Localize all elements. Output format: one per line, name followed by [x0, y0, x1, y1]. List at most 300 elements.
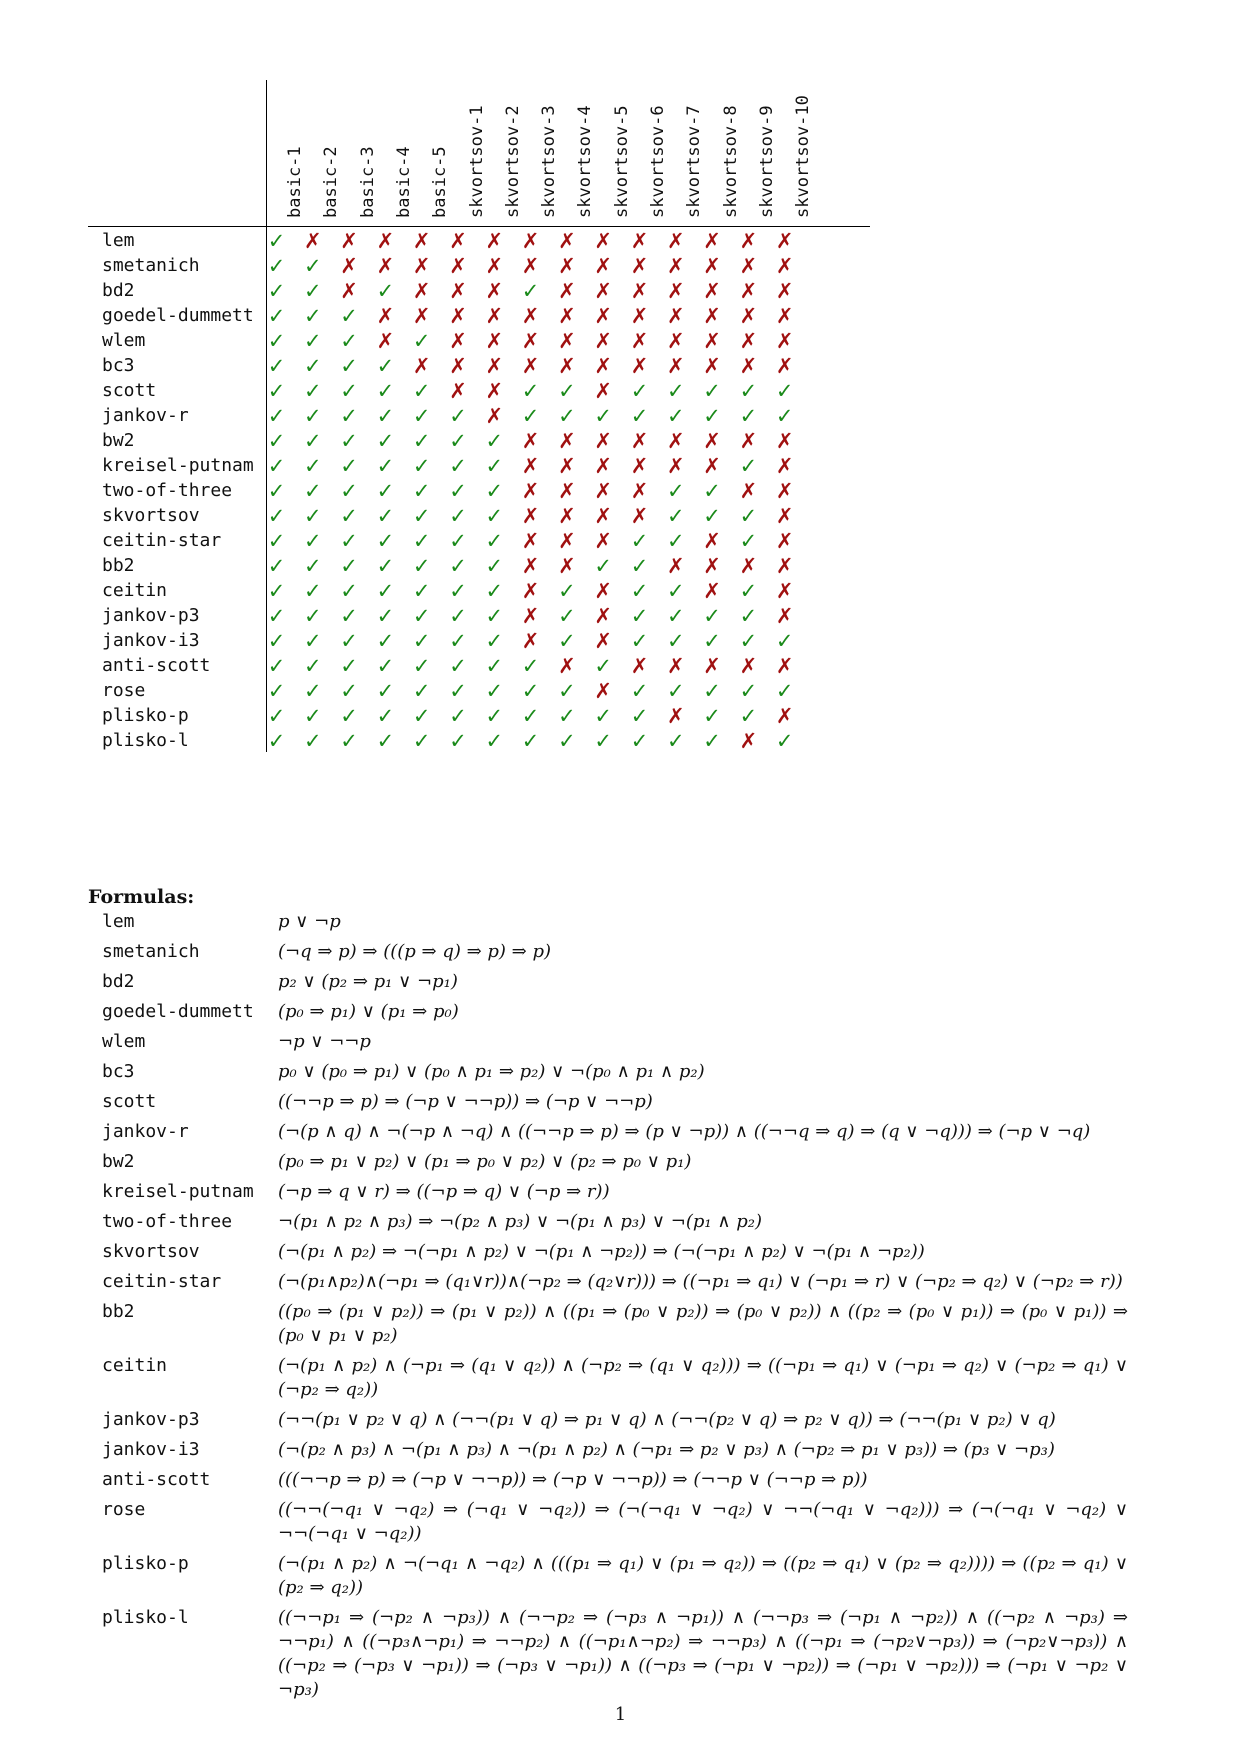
- check-mark-icon: ✓: [666, 504, 685, 528]
- cross-mark-icon: ✗: [594, 254, 612, 278]
- cross-mark-icon: ✗: [594, 429, 612, 453]
- check-mark-icon: ✓: [376, 629, 395, 653]
- cross-mark-icon: ✗: [666, 254, 685, 278]
- cross-mark-icon: ✗: [630, 354, 649, 378]
- formula-text: ((¬¬p ⇒ p) ⇒ (¬p ∨ ¬¬p)) ⇒ (¬p ∨ ¬¬p): [278, 1091, 653, 1112]
- cross-mark-icon: ✗: [703, 454, 721, 478]
- check-mark-icon: ✓: [630, 729, 649, 753]
- formula-name: jankov-r: [102, 1121, 189, 1142]
- vertical-rule: [266, 80, 267, 752]
- cross-mark-icon: ✗: [558, 654, 576, 678]
- column-header-label: skvortsov-10: [793, 95, 814, 218]
- formula-name: goedel-dummett: [102, 1001, 254, 1022]
- check-mark-icon: ✓: [485, 604, 504, 628]
- cross-mark-icon: ✗: [703, 229, 721, 253]
- check-mark-icon: ✓: [521, 679, 540, 703]
- row-label: skvortsov: [102, 505, 200, 526]
- check-mark-icon: ✓: [558, 379, 576, 403]
- check-mark-icon: ✓: [412, 429, 431, 453]
- cross-mark-icon: ✗: [412, 279, 431, 303]
- cross-mark-icon: ✗: [412, 229, 431, 253]
- cross-mark-icon: ✗: [485, 304, 504, 328]
- cross-mark-icon: ✗: [739, 229, 758, 253]
- check-mark-icon: ✓: [775, 729, 794, 753]
- check-mark-icon: ✓: [267, 529, 286, 553]
- formula-name: skvortsov: [102, 1241, 200, 1262]
- check-mark-icon: ✓: [267, 629, 286, 653]
- check-mark-icon: ✓: [558, 729, 576, 753]
- cross-mark-icon: ✗: [594, 329, 612, 353]
- formula-text: (¬(p₂ ∧ p₃) ∧ ¬(p₁ ∧ p₃) ∧ ¬(p₁ ∧ p₂) ∧ (¬p₁ ⇒ p₂ ∨ p₃) ∧ (¬p₂ ⇒ p₁ ∨ p₃)) ⇒ (p₃ ∨ ¬p₃): [278, 1439, 1055, 1460]
- check-mark-icon: ✓: [376, 679, 395, 703]
- check-mark-icon: ✓: [267, 579, 286, 603]
- row-label: rose: [102, 680, 146, 701]
- cross-mark-icon: ✗: [775, 554, 794, 578]
- cross-mark-icon: ✗: [558, 454, 576, 478]
- check-mark-icon: ✓: [703, 404, 721, 428]
- check-mark-icon: ✓: [703, 504, 721, 528]
- check-mark-icon: ✓: [267, 379, 286, 403]
- check-mark-icon: ✓: [340, 454, 358, 478]
- check-mark-icon: ✓: [521, 729, 540, 753]
- check-mark-icon: ✓: [775, 379, 794, 403]
- check-mark-icon: ✓: [666, 479, 685, 503]
- cross-mark-icon: ✗: [521, 629, 540, 653]
- formula-row: [88, 970, 1128, 994]
- check-mark-icon: ✓: [376, 729, 395, 753]
- cross-mark-icon: ✗: [594, 629, 612, 653]
- check-mark-icon: ✓: [303, 629, 322, 653]
- cross-mark-icon: ✗: [703, 279, 721, 303]
- check-mark-icon: ✓: [449, 504, 467, 528]
- check-mark-icon: ✓: [521, 279, 540, 303]
- formula-name: kreisel-putnam: [102, 1181, 254, 1202]
- cross-mark-icon: ✗: [521, 479, 540, 503]
- cross-mark-icon: ✗: [703, 304, 721, 328]
- cross-mark-icon: ✗: [521, 254, 540, 278]
- check-mark-icon: ✓: [303, 279, 322, 303]
- column-header: [672, 80, 713, 226]
- cross-mark-icon: ✗: [703, 329, 721, 353]
- formula-row: [88, 1468, 1128, 1492]
- cross-mark-icon: ✗: [666, 554, 685, 578]
- check-mark-icon: ✓: [340, 304, 358, 328]
- cross-mark-icon: ✗: [630, 254, 649, 278]
- check-mark-icon: ✓: [267, 404, 286, 428]
- check-mark-icon: ✓: [376, 654, 395, 678]
- check-mark-icon: ✓: [340, 504, 358, 528]
- cross-mark-icon: ✗: [775, 279, 794, 303]
- cross-mark-icon: ✗: [775, 229, 794, 253]
- check-mark-icon: ✓: [340, 479, 358, 503]
- formula-name: jankov-p3: [102, 1409, 200, 1430]
- check-mark-icon: ✓: [412, 729, 431, 753]
- check-mark-icon: ✓: [485, 679, 504, 703]
- check-mark-icon: ✓: [267, 729, 286, 753]
- cross-mark-icon: ✗: [485, 354, 504, 378]
- row-label: plisko-l: [102, 730, 189, 751]
- formula-row: [88, 1240, 1128, 1264]
- cross-mark-icon: ✗: [449, 329, 467, 353]
- cross-mark-icon: ✗: [594, 604, 612, 628]
- cross-mark-icon: ✗: [412, 254, 431, 278]
- formula-text: ¬p ∨ ¬¬p: [278, 1031, 371, 1052]
- cross-mark-icon: ✗: [775, 704, 794, 728]
- cross-mark-icon: ✗: [376, 254, 395, 278]
- check-mark-icon: ✓: [775, 679, 794, 703]
- formula-text: (((¬¬p ⇒ p) ⇒ (¬p ∨ ¬¬p)) ⇒ (¬p ∨ ¬¬p)) ⇒ (¬¬p ∨ (¬¬p ⇒ p)): [278, 1469, 868, 1490]
- check-mark-icon: ✓: [630, 579, 649, 603]
- column-header: [273, 80, 314, 226]
- check-mark-icon: ✓: [340, 554, 358, 578]
- page-number: 1: [614, 1704, 627, 1725]
- column-header: [455, 80, 496, 226]
- check-mark-icon: ✓: [630, 529, 649, 553]
- check-mark-icon: ✓: [485, 704, 504, 728]
- check-mark-icon: ✓: [340, 354, 358, 378]
- cross-mark-icon: ✗: [485, 254, 504, 278]
- cross-mark-icon: ✗: [521, 579, 540, 603]
- cross-mark-icon: ✗: [485, 404, 504, 428]
- cross-mark-icon: ✗: [703, 254, 721, 278]
- formulas-heading: Formulas:: [88, 886, 195, 908]
- check-mark-icon: ✓: [376, 279, 395, 303]
- check-mark-icon: ✓: [449, 604, 467, 628]
- check-mark-icon: ✓: [267, 429, 286, 453]
- row-label: smetanich: [102, 255, 200, 276]
- row-label: ceitin: [102, 580, 168, 601]
- check-mark-icon: ✓: [594, 404, 612, 428]
- row-label: goedel-dummett: [102, 305, 254, 326]
- cross-mark-icon: ✗: [485, 279, 504, 303]
- check-mark-icon: ✓: [303, 304, 322, 328]
- cross-mark-icon: ✗: [739, 654, 758, 678]
- cross-mark-icon: ✗: [666, 654, 685, 678]
- check-mark-icon: ✓: [267, 679, 286, 703]
- cross-mark-icon: ✗: [558, 504, 576, 528]
- column-header-label: skvortsov-6: [648, 105, 668, 218]
- cross-mark-icon: ✗: [775, 504, 794, 528]
- check-mark-icon: ✓: [303, 354, 322, 378]
- cross-mark-icon: ✗: [775, 454, 794, 478]
- formula-name: bc3: [102, 1061, 135, 1082]
- check-mark-icon: ✓: [303, 654, 322, 678]
- check-mark-icon: ✓: [449, 729, 467, 753]
- check-mark-icon: ✓: [558, 704, 576, 728]
- check-mark-icon: ✓: [303, 404, 322, 428]
- check-mark-icon: ✓: [449, 529, 467, 553]
- formula-name: scott: [102, 1091, 157, 1112]
- cross-mark-icon: ✗: [666, 329, 685, 353]
- cross-mark-icon: ✗: [521, 529, 540, 553]
- cross-mark-icon: ✗: [666, 279, 685, 303]
- check-mark-icon: ✓: [666, 629, 685, 653]
- formula-name: smetanich: [102, 941, 200, 962]
- column-header-label: basic-4: [393, 146, 414, 218]
- cross-mark-icon: ✗: [558, 429, 576, 453]
- check-mark-icon: ✓: [267, 604, 286, 628]
- check-mark-icon: ✓: [521, 654, 540, 678]
- formula-text: (¬¬(p₁ ∨ p₂ ∨ q) ∧ (¬¬(p₁ ∨ q) ⇒ p₁ ∨ q) ∧ (¬¬(p₂ ∨ q) ⇒ p₂ ∨ q)) ⇒ (¬¬(p₁ ∨ p₂) ∨ q): [278, 1409, 1056, 1430]
- check-mark-icon: ✓: [449, 579, 467, 603]
- formula-text: ((¬¬p₁ ⇒ (¬p₂ ∧ ¬p₃)) ∧ (¬¬p₂ ⇒ (¬p₃ ∧ ¬p₁)) ∧ (¬¬p₃ ⇒ (¬p₁ ∧ ¬p₂)) ∧ ((¬p₂ ∧ ¬p₃) ⇒ ¬¬p₁) ∧ ((¬p₃∧¬p₁) ⇒ ¬¬p₂) ∧ ((¬p₁∧¬p₂) ⇒ ¬¬p₃) ∧ ((¬p₁ ⇒ (¬p₂∨¬p₃)) ⇒ (¬p₂∨¬p₃)) ∧ ((¬p₂ ⇒ (¬p₃ ∨ ¬p₁)) ⇒ (¬p₃ ∨ ¬p₁)) ∧ ((¬p₃ ⇒ (¬p₁ ∨ ¬p₂)) ⇒ (¬p₁ ∨ ¬p₂))) ⇒ (¬p₁ ∨ ¬p₂ ∨ ¬p₃): [278, 1607, 1128, 1700]
- cross-mark-icon: ✗: [558, 529, 576, 553]
- check-mark-icon: ✓: [449, 679, 467, 703]
- check-mark-icon: ✓: [412, 629, 431, 653]
- check-mark-icon: ✓: [267, 504, 286, 528]
- formula-text: ((¬¬(¬q₁ ∨ ¬q₂) ⇒ (¬q₁ ∨ ¬q₂)) ⇒ (¬(¬q₁ ∨ ¬q₂) ∨ ¬¬(¬q₁ ∨ ¬q₂))) ⇒ (¬(¬q₁ ∨ ¬q₂) ∨ ¬¬(¬q₁ ∨ ¬q₂)): [278, 1499, 1128, 1544]
- cross-mark-icon: ✗: [594, 279, 612, 303]
- cross-mark-icon: ✗: [666, 304, 685, 328]
- cross-mark-icon: ✗: [558, 254, 576, 278]
- check-mark-icon: ✓: [703, 729, 721, 753]
- column-header-label: skvortsov-2: [502, 105, 523, 218]
- check-mark-icon: ✓: [412, 654, 431, 678]
- column-header-label: skvortsov-4: [575, 105, 596, 218]
- check-mark-icon: ✓: [449, 654, 467, 678]
- cross-mark-icon: ✗: [775, 479, 794, 503]
- cross-mark-icon: ✗: [775, 254, 794, 278]
- cross-mark-icon: ✗: [775, 529, 794, 553]
- check-mark-icon: ✓: [412, 504, 431, 528]
- cross-mark-icon: ✗: [521, 504, 540, 528]
- formula-name: wlem: [102, 1031, 146, 1052]
- check-mark-icon: ✓: [267, 229, 286, 253]
- check-mark-icon: ✓: [485, 454, 504, 478]
- formula-row: [88, 1408, 1128, 1432]
- check-mark-icon: ✓: [630, 554, 649, 578]
- check-mark-icon: ✓: [485, 429, 504, 453]
- check-mark-icon: ✓: [521, 404, 540, 428]
- formula-name: bw2: [102, 1151, 135, 1172]
- cross-mark-icon: ✗: [485, 329, 504, 353]
- check-mark-icon: ✓: [630, 629, 649, 653]
- check-mark-icon: ✓: [666, 529, 685, 553]
- row-label: jankov-i3: [102, 630, 200, 651]
- column-header: [563, 80, 604, 226]
- check-mark-icon: ✓: [485, 529, 504, 553]
- column-header: [745, 80, 786, 226]
- formula-text: p₂ ∨ (p₂ ⇒ p₁ ∨ ¬p₁): [278, 971, 458, 992]
- column-header-label: basic-2: [321, 146, 342, 218]
- formula-row: [88, 1060, 1128, 1084]
- cross-mark-icon: ✗: [739, 279, 758, 303]
- check-mark-icon: ✓: [340, 629, 358, 653]
- formula-row: [88, 910, 1128, 934]
- cross-mark-icon: ✗: [521, 454, 540, 478]
- formula-row: [88, 1030, 1128, 1054]
- formula-text: (¬(p₁ ∧ p₂) ∧ (¬p₁ ⇒ (q₁ ∨ q₂)) ∧ (¬p₂ ⇒ (q₁ ∨ q₂))) ⇒ ((¬p₁ ⇒ q₁) ∨ (¬p₁ ⇒ q₂) ∨ (¬p₂ ⇒ q₁) ∨ (¬p₂ ⇒ q₂)): [278, 1355, 1128, 1400]
- cross-mark-icon: ✗: [449, 379, 467, 403]
- formula-row: [88, 1180, 1128, 1204]
- check-mark-icon: ✓: [558, 404, 576, 428]
- cross-mark-icon: ✗: [703, 579, 721, 603]
- formula-text: (p₀ ⇒ p₁) ∨ (p₁ ⇒ p₀): [278, 1001, 459, 1022]
- formula-name: bd2: [102, 971, 135, 992]
- check-mark-icon: ✓: [485, 629, 504, 653]
- check-mark-icon: ✓: [303, 429, 322, 453]
- cross-mark-icon: ✗: [376, 329, 395, 353]
- check-mark-icon: ✓: [340, 579, 358, 603]
- check-mark-icon: ✓: [267, 704, 286, 728]
- cross-mark-icon: ✗: [340, 254, 358, 278]
- formula-text: ((p₀ ⇒ (p₁ ∨ p₂)) ⇒ (p₁ ∨ p₂)) ∧ ((p₁ ⇒ (p₀ ∨ p₂)) ⇒ (p₀ ∨ p₂)) ∧ ((p₂ ⇒ (p₀ ∨ p₁)) ⇒ (p₀ ∨ p₁)) ⇒ (p₀ ∨ p₁ ∨ p₂): [278, 1301, 1128, 1346]
- cross-mark-icon: ✗: [739, 729, 758, 753]
- check-mark-icon: ✓: [340, 654, 358, 678]
- row-label: anti-scott: [102, 655, 211, 676]
- check-mark-icon: ✓: [340, 604, 358, 628]
- check-mark-icon: ✓: [666, 379, 685, 403]
- formula-name: anti-scott: [102, 1469, 211, 1490]
- check-mark-icon: ✓: [412, 554, 431, 578]
- formula-text: (¬q ⇒ p) ⇒ (((p ⇒ q) ⇒ p) ⇒ p): [278, 941, 552, 962]
- cross-mark-icon: ✗: [558, 479, 576, 503]
- check-mark-icon: ✓: [267, 354, 286, 378]
- check-mark-icon: ✓: [630, 404, 649, 428]
- column-header: [527, 80, 568, 226]
- formula-text: (¬(p₁ ∧ p₂) ⇒ ¬(¬p₁ ∧ p₂) ∨ ¬(p₁ ∧ ¬p₂)) ⇒ (¬(¬p₁ ∧ p₂) ∨ ¬(p₁ ∧ ¬p₂)): [278, 1241, 925, 1262]
- cross-mark-icon: ✗: [630, 479, 649, 503]
- cross-mark-icon: ✗: [412, 304, 431, 328]
- cross-mark-icon: ✗: [775, 329, 794, 353]
- check-mark-icon: ✓: [376, 379, 395, 403]
- column-header: [418, 80, 459, 226]
- row-label: two-of-three: [102, 480, 233, 501]
- formula-text: (¬p ⇒ q ∨ r) ⇒ ((¬p ⇒ q) ∨ (¬p ⇒ r)): [278, 1181, 610, 1202]
- check-mark-icon: ✓: [449, 554, 467, 578]
- check-mark-icon: ✓: [449, 629, 467, 653]
- check-mark-icon: ✓: [630, 679, 649, 703]
- cross-mark-icon: ✗: [485, 229, 504, 253]
- formula-text: (¬(p ∧ q) ∧ ¬(¬p ∧ ¬q) ∧ ((¬¬p ⇒ p) ⇒ (p ∨ ¬p)) ∧ ((¬¬q ⇒ q) ⇒ (q ∨ ¬q))) ⇒ (¬p ∨ ¬q): [278, 1121, 1091, 1142]
- cross-mark-icon: ✗: [449, 354, 467, 378]
- cross-mark-icon: ✗: [703, 529, 721, 553]
- cross-mark-icon: ✗: [521, 604, 540, 628]
- column-header-label: basic-5: [430, 146, 451, 218]
- check-mark-icon: ✓: [594, 554, 612, 578]
- check-mark-icon: ✓: [739, 529, 758, 553]
- formula-row: [88, 1354, 1128, 1402]
- row-label: bb2: [102, 555, 135, 576]
- formula-row: [88, 1270, 1128, 1294]
- cross-mark-icon: ✗: [666, 229, 685, 253]
- check-mark-icon: ✓: [666, 404, 685, 428]
- cross-mark-icon: ✗: [739, 304, 758, 328]
- cross-mark-icon: ✗: [630, 329, 649, 353]
- cross-mark-icon: ✗: [775, 304, 794, 328]
- cross-mark-icon: ✗: [594, 229, 612, 253]
- cross-mark-icon: ✗: [594, 679, 612, 703]
- cross-mark-icon: ✗: [558, 354, 576, 378]
- check-mark-icon: ✓: [412, 479, 431, 503]
- cross-mark-icon: ✗: [449, 254, 467, 278]
- check-mark-icon: ✓: [267, 304, 286, 328]
- cross-mark-icon: ✗: [666, 429, 685, 453]
- cross-mark-icon: ✗: [594, 529, 612, 553]
- row-label: bd2: [102, 280, 135, 301]
- cross-mark-icon: ✗: [340, 279, 358, 303]
- column-header-label: skvortsov-3: [539, 105, 560, 218]
- check-mark-icon: ✓: [340, 679, 358, 703]
- check-mark-icon: ✓: [412, 604, 431, 628]
- row-label: scott: [102, 380, 157, 401]
- check-mark-icon: ✓: [267, 454, 286, 478]
- check-mark-icon: ✓: [267, 654, 286, 678]
- check-mark-icon: ✓: [376, 429, 395, 453]
- check-mark-icon: ✓: [303, 579, 322, 603]
- row-label: jankov-r: [102, 405, 189, 426]
- check-mark-icon: ✓: [449, 479, 467, 503]
- check-mark-icon: ✓: [485, 504, 504, 528]
- check-mark-icon: ✓: [340, 379, 358, 403]
- check-mark-icon: ✓: [485, 554, 504, 578]
- column-header: [382, 80, 423, 226]
- cross-mark-icon: ✗: [521, 354, 540, 378]
- horizontal-rule: [88, 226, 870, 227]
- cross-mark-icon: ✗: [376, 229, 395, 253]
- check-mark-icon: ✓: [412, 529, 431, 553]
- check-mark-icon: ✓: [775, 629, 794, 653]
- check-mark-icon: ✓: [412, 379, 431, 403]
- cross-mark-icon: ✗: [739, 329, 758, 353]
- check-mark-icon: ✓: [521, 704, 540, 728]
- cross-mark-icon: ✗: [521, 429, 540, 453]
- formula-list: [88, 910, 1128, 1702]
- column-header: [346, 80, 387, 226]
- check-mark-icon: ✓: [666, 604, 685, 628]
- cross-mark-icon: ✗: [739, 354, 758, 378]
- cross-mark-icon: ✗: [739, 554, 758, 578]
- cross-mark-icon: ✗: [412, 354, 431, 378]
- check-mark-icon: ✓: [594, 704, 612, 728]
- check-mark-icon: ✓: [267, 554, 286, 578]
- cross-mark-icon: ✗: [630, 279, 649, 303]
- column-header-label: skvortsov-5: [611, 105, 632, 218]
- check-mark-icon: ✓: [703, 704, 721, 728]
- formula-name: ceitin: [102, 1355, 168, 1376]
- column-header-label: skvortsov-7: [684, 105, 705, 218]
- check-mark-icon: ✓: [340, 529, 358, 553]
- cross-mark-icon: ✗: [594, 304, 612, 328]
- column-header-label: basic-1: [285, 146, 305, 218]
- check-mark-icon: ✓: [412, 679, 431, 703]
- row-label: jankov-p3: [102, 605, 200, 626]
- cross-mark-icon: ✗: [739, 254, 758, 278]
- row-label: lem: [102, 230, 135, 251]
- check-mark-icon: ✓: [739, 604, 758, 628]
- cross-mark-icon: ✗: [449, 229, 467, 253]
- check-mark-icon: ✓: [267, 279, 286, 303]
- check-mark-icon: ✓: [303, 604, 322, 628]
- check-mark-icon: ✓: [775, 404, 794, 428]
- check-mark-icon: ✓: [703, 679, 721, 703]
- formula-row: [88, 1300, 1128, 1348]
- check-mark-icon: ✓: [739, 504, 758, 528]
- check-mark-icon: ✓: [485, 479, 504, 503]
- check-mark-icon: ✓: [303, 529, 322, 553]
- check-mark-icon: ✓: [376, 579, 395, 603]
- check-mark-icon: ✓: [376, 704, 395, 728]
- column-header-label: skvortsov-8: [720, 105, 741, 218]
- check-mark-icon: ✓: [376, 354, 395, 378]
- check-mark-icon: ✓: [666, 729, 685, 753]
- cross-mark-icon: ✗: [376, 304, 395, 328]
- cross-mark-icon: ✗: [703, 429, 721, 453]
- cross-mark-icon: ✗: [558, 329, 576, 353]
- cross-mark-icon: ✗: [594, 479, 612, 503]
- formula-name: bb2: [102, 1301, 135, 1322]
- formula-text: p ∨ ¬p: [278, 911, 341, 932]
